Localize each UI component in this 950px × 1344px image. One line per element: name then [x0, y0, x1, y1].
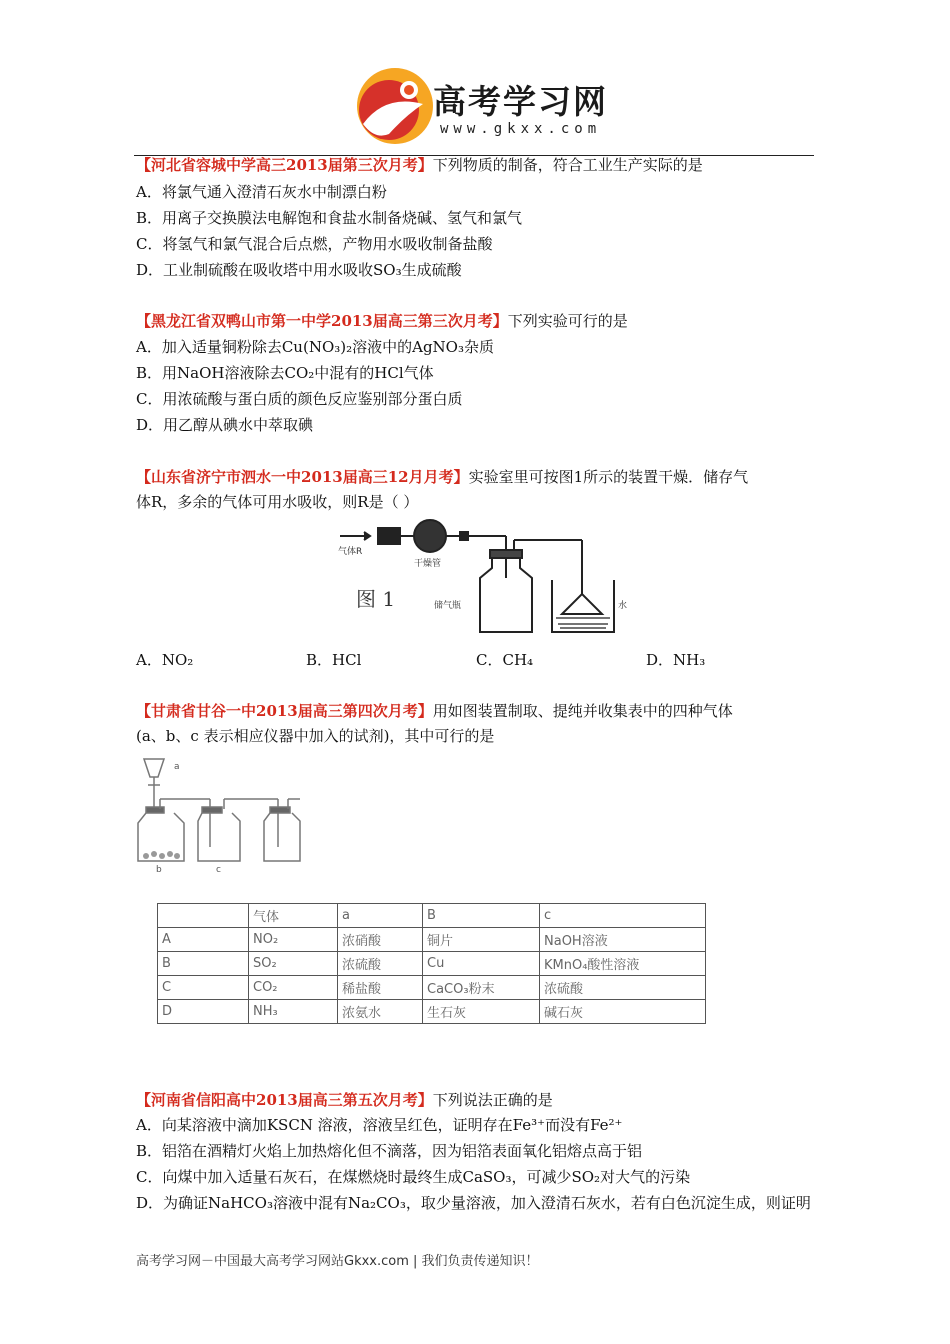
- q1-option-a: A．将氯气通入澄清石灰水中制漂白粉: [136, 183, 387, 201]
- table-cell: CaCO₃粉末: [423, 976, 540, 1000]
- q1-option-d: D．工业制硫酸在吸收塔中用水吸收SO₃生成硫酸: [136, 261, 462, 279]
- q2-option-c: C．用浓硫酸与蛋白质的颜色反应鉴别部分蛋白质: [136, 390, 463, 408]
- question-4-stem-cont: (a、b、c 表示相应仪器中加入的试剂)，其中可行的是: [136, 727, 495, 745]
- label-c: c: [216, 865, 221, 875]
- table-cell: 碱石灰: [540, 1000, 706, 1024]
- table-cell: 浓氨水: [338, 1000, 423, 1024]
- q5-option-d: D．为确证NaHCO₃溶液中混有Na₂CO₃，取少量溶液，加入澄清石灰水，若有白色沉淀生成，则证明: [136, 1194, 811, 1212]
- question-4-stem: 【甘肃省甘谷一中2013届高三第四次月考】用如图装置制取、提纯并收集表中的四种气体: [136, 702, 733, 720]
- q3-option-a: A．NO₂: [136, 651, 194, 669]
- table-cell: 气体: [249, 904, 338, 928]
- question-2-stem: 【黑龙江省双鸭山市第一中学2013届高三第三次月考】下列实验可行的是: [136, 312, 628, 330]
- q3-option-b: B．HCl: [306, 651, 362, 669]
- table-cell: Cu: [423, 952, 540, 976]
- table-cell: 稀盐酸: [338, 976, 423, 1000]
- table-row: [158, 976, 706, 1000]
- table-cell: SO₂: [249, 952, 338, 976]
- table-cell: 浓硝酸: [338, 928, 423, 952]
- q2-option-d: D．用乙醇从碘水中萃取碘: [136, 416, 314, 434]
- q2-option-b: B．用NaOH溶液除去CO₂中混有的HCl气体: [136, 364, 434, 382]
- table-cell: a: [338, 904, 423, 928]
- table-cell: 浓硫酸: [338, 952, 423, 976]
- table-row: [158, 928, 706, 952]
- table-cell: KMnO₄酸性溶液: [540, 952, 706, 976]
- q5-option-c: C．向煤中加入适量石灰石，在煤燃烧时最终生成CaSO₃，可减少SO₂对大气的污染: [136, 1168, 691, 1186]
- table-row: [158, 952, 706, 976]
- label-a: a: [174, 762, 180, 772]
- label-gas-reservoir: 储气瓶: [434, 601, 462, 611]
- brand-url: www.gkxx.com: [440, 121, 602, 137]
- reagent-table: [157, 903, 706, 1024]
- q1-option-c: C．将氢气和氯气混合后点燃，产物用水吸收制备盐酸: [136, 235, 493, 253]
- q3-option-d: D．NH₃: [646, 651, 706, 669]
- table-cell: B: [158, 952, 249, 976]
- table-row: [158, 1000, 706, 1024]
- table-cell: 生石灰: [423, 1000, 540, 1024]
- table-header-row: [158, 904, 706, 928]
- q1-option-b: B．用离子交换膜法电解饱和食盐水制备烧碱、氢气和氯气: [136, 209, 523, 227]
- table-cell: 铜片: [423, 928, 540, 952]
- q3-option-c: C．CH₄: [476, 651, 534, 669]
- gas-preparation-figure: [132, 755, 312, 875]
- page-footer: 高考学习网－中国最大高考学习网站Gkxx.com | 我们负责传递知识！: [136, 1254, 539, 1269]
- label-gas-r: 气体R: [338, 547, 363, 557]
- label-b: b: [156, 865, 162, 875]
- brand-title: 高考学习网: [433, 82, 608, 121]
- q5-option-b: B．铝箔在酒精灯火焰上加热熔化但不滴落，因为铝箔表面氧化铝熔点高于铝: [136, 1142, 643, 1160]
- table-cell: [158, 904, 249, 928]
- q5-option-a: A．向某溶液中滴加KSCN 溶液，溶液呈红色，证明存在Fe³⁺而没有Fe²⁺: [136, 1116, 623, 1134]
- question-3-stem: 【山东省济宁市泗水一中2013届高三12月月考】实验室里可按图1所示的装置干燥．储存气: [136, 468, 749, 486]
- table-cell: c: [540, 904, 706, 928]
- figure-caption: 图 1: [356, 587, 396, 611]
- table-cell: C: [158, 976, 249, 1000]
- drying-apparatus-figure: [330, 518, 630, 640]
- table-cell: D: [158, 1000, 249, 1024]
- label-water: 水: [618, 601, 628, 611]
- table-cell: NH₃: [249, 1000, 338, 1024]
- q2-option-a: A．加入适量铜粉除去Cu(NO₃)₂溶液中的AgNO₃杂质: [136, 338, 494, 356]
- table-cell: 浓硫酸: [540, 976, 706, 1000]
- table-cell: CO₂: [249, 976, 338, 1000]
- table-cell: NaOH溶液: [540, 928, 706, 952]
- question-5-stem: 【河南省信阳高中2013届高三第五次月考】下列说法正确的是: [136, 1091, 553, 1109]
- table-cell: B: [423, 904, 540, 928]
- table-cell: NO₂: [249, 928, 338, 952]
- question-1-stem: 【河北省容城中学高三2013届第三次月考】下列物质的制备，符合工业生产实际的是: [136, 156, 703, 174]
- label-drying-tube: 干燥管: [414, 559, 442, 569]
- question-3-stem-cont: 体R，多余的气体可用水吸收，则R是（ ）: [136, 493, 419, 511]
- table-cell: A: [158, 928, 249, 952]
